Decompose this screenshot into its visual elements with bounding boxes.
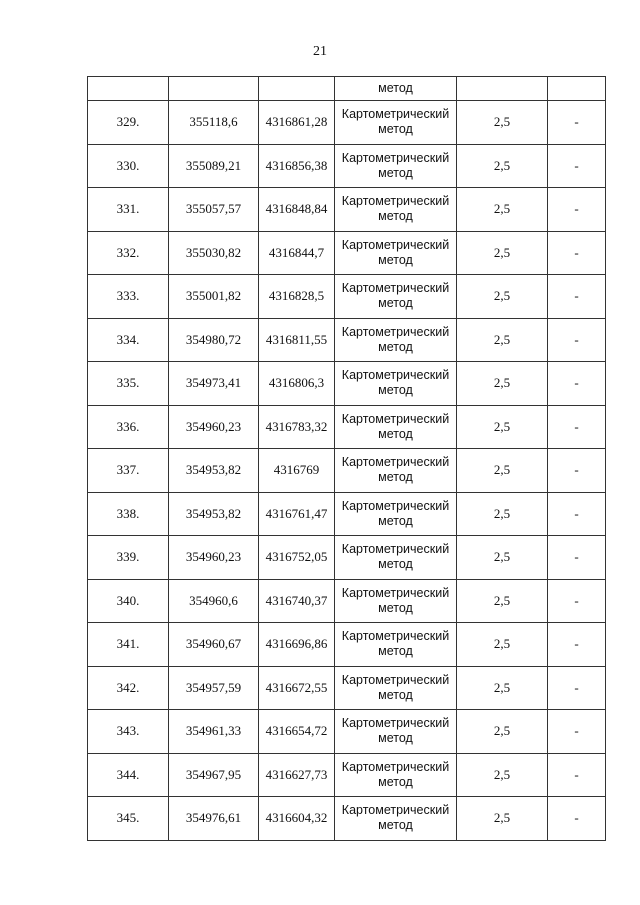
method-line-2: метод <box>378 513 413 528</box>
coord-x: 354953,82 <box>185 462 242 478</box>
method-line-2: метод <box>378 470 413 485</box>
cell-error <box>457 231 548 275</box>
cell-note <box>548 77 606 101</box>
cell-error <box>457 666 548 710</box>
coord-y: 4316861,28 <box>265 114 328 130</box>
coord-x: 354973,41 <box>185 375 242 391</box>
coord-x: 354980,72 <box>185 331 242 347</box>
cell-y <box>259 753 335 797</box>
cell-note <box>548 536 606 580</box>
method-line-1: Картометрический <box>341 716 450 731</box>
coord-x: 355118,6 <box>189 114 238 130</box>
table-row <box>88 362 606 406</box>
method-line-1: Картометрический <box>341 542 450 557</box>
cell-method <box>335 144 457 188</box>
cell-error <box>457 623 548 667</box>
note-value: - <box>574 288 579 304</box>
cell-y <box>259 797 335 841</box>
cell-x <box>169 536 259 580</box>
note-value: - <box>574 810 579 826</box>
coord-y: 4316844,7 <box>268 244 325 260</box>
point-number: 342. <box>116 679 140 695</box>
method-line-1: Картометрический <box>341 194 450 209</box>
method-line-2: метод <box>378 557 413 572</box>
cell-y <box>259 101 335 145</box>
cell-note <box>548 231 606 275</box>
coord-y: 4316627,73 <box>265 766 328 782</box>
table-row <box>88 579 606 623</box>
cell-y <box>259 623 335 667</box>
coord-y: 4316811,55 <box>265 331 328 347</box>
method-line-2: метод <box>378 644 413 659</box>
cell-y <box>259 579 335 623</box>
cell-error <box>457 405 548 449</box>
accuracy-value: 2,5 <box>493 201 511 217</box>
cell-error <box>457 362 548 406</box>
point-number: 343. <box>116 723 140 739</box>
cell-y <box>259 144 335 188</box>
cell-y <box>259 710 335 754</box>
cell-x <box>169 188 259 232</box>
coord-y: 4316806,3 <box>268 375 325 391</box>
cell-x <box>169 579 259 623</box>
table-row <box>88 405 606 449</box>
cell-x <box>169 144 259 188</box>
point-number: 344. <box>116 766 140 782</box>
coordinates-table <box>87 76 606 841</box>
cell-number <box>88 188 169 232</box>
cell-note <box>548 623 606 667</box>
cell-method <box>335 579 457 623</box>
table-row <box>88 753 606 797</box>
method-line-1: Картометрический <box>341 759 450 774</box>
point-number: 337. <box>116 462 140 478</box>
table-row <box>88 710 606 754</box>
page-number: 21 <box>313 44 327 59</box>
cell-number <box>88 362 169 406</box>
coord-y: 4316761,47 <box>265 505 328 521</box>
coord-y: 4316769 <box>273 462 320 478</box>
table-row <box>88 449 606 493</box>
note-value: - <box>574 679 579 695</box>
accuracy-value: 2,5 <box>493 375 511 391</box>
note-value: - <box>574 331 579 347</box>
cell-error <box>457 77 548 101</box>
cell-x <box>169 275 259 319</box>
method-line-2: метод <box>378 296 413 311</box>
cell-error <box>457 710 548 754</box>
cell-method <box>335 188 457 232</box>
method-line-2: метод <box>378 731 413 746</box>
cell-number <box>88 623 169 667</box>
table-row <box>88 623 606 667</box>
cell-method <box>335 623 457 667</box>
coord-x: 354960,23 <box>185 418 242 434</box>
coord-y: 4316654,72 <box>265 723 328 739</box>
point-number: 338. <box>116 505 140 521</box>
method-line-1: Картометрический <box>341 411 450 426</box>
point-number: 331. <box>116 201 140 217</box>
cell-x <box>169 77 259 101</box>
cell-y <box>259 318 335 362</box>
accuracy-value: 2,5 <box>493 157 511 173</box>
accuracy-value: 2,5 <box>493 723 511 739</box>
cell-y <box>259 449 335 493</box>
cell-number <box>88 144 169 188</box>
method-line-1: Картометрический <box>341 585 450 600</box>
table-row <box>88 188 606 232</box>
method-line-2: метод <box>378 209 413 224</box>
accuracy-value: 2,5 <box>493 549 511 565</box>
accuracy-value: 2,5 <box>493 810 511 826</box>
note-value: - <box>574 114 579 130</box>
method-line-2: метод <box>378 687 413 702</box>
coord-x: 354960,23 <box>185 549 242 565</box>
cell-method <box>335 492 457 536</box>
coord-y: 4316856,38 <box>265 157 328 173</box>
cell-y <box>259 536 335 580</box>
cell-error <box>457 536 548 580</box>
accuracy-value: 2,5 <box>493 505 511 521</box>
cell-note <box>548 362 606 406</box>
cell-note <box>548 275 606 319</box>
method-line-2: метод <box>378 383 413 398</box>
note-value: - <box>574 766 579 782</box>
accuracy-value: 2,5 <box>493 244 511 260</box>
cell-note <box>548 188 606 232</box>
cell-method: метод <box>335 77 457 101</box>
point-number: 341. <box>116 636 140 652</box>
cell-error <box>457 797 548 841</box>
cell-method <box>335 710 457 754</box>
cell-x <box>169 101 259 145</box>
cell-y <box>259 77 335 101</box>
accuracy-value: 2,5 <box>493 592 511 608</box>
cell-number <box>88 710 169 754</box>
table-row <box>88 101 606 145</box>
cell-y <box>259 666 335 710</box>
note-value: - <box>574 375 579 391</box>
cell-number <box>88 579 169 623</box>
cell-method <box>335 449 457 493</box>
coord-y: 4316752,05 <box>265 549 328 565</box>
note-value: - <box>574 157 579 173</box>
cell-error <box>457 101 548 145</box>
method-line-2: метод <box>378 600 413 615</box>
point-number: 340. <box>116 592 140 608</box>
cell-error <box>457 579 548 623</box>
cell-note <box>548 492 606 536</box>
coord-y: 4316672,55 <box>265 679 328 695</box>
coord-x: 355057,57 <box>185 201 242 217</box>
cell-error <box>457 449 548 493</box>
method-line-1: Картометрический <box>341 150 450 165</box>
cell-number <box>88 492 169 536</box>
cell-note <box>548 318 606 362</box>
cell-x <box>169 449 259 493</box>
table-row <box>88 536 606 580</box>
method-line-1: Картометрический <box>341 324 450 339</box>
cell-error <box>457 188 548 232</box>
accuracy-value: 2,5 <box>493 331 511 347</box>
method-line-1: Картометрический <box>341 629 450 644</box>
method-line-1: Картометрический <box>341 498 450 513</box>
method-line-1: Картометрический <box>341 368 450 383</box>
point-number: 333. <box>116 288 140 304</box>
method-line-2: метод <box>378 818 413 833</box>
method-line-1: Картометрический <box>341 281 450 296</box>
cell-x <box>169 318 259 362</box>
point-number: 329. <box>116 114 140 130</box>
cell-x <box>169 405 259 449</box>
cell-x <box>169 666 259 710</box>
cell-method <box>335 666 457 710</box>
note-value: - <box>574 636 579 652</box>
cell-x <box>169 753 259 797</box>
cell-method <box>335 405 457 449</box>
coord-x: 355030,82 <box>185 244 242 260</box>
method-line-2: метод <box>378 426 413 441</box>
cell-y <box>259 492 335 536</box>
cell-method <box>335 275 457 319</box>
method-line-2: метод <box>378 165 413 180</box>
point-number: 335. <box>116 375 140 391</box>
cell-note <box>548 579 606 623</box>
table-body <box>88 77 606 841</box>
cell-y <box>259 362 335 406</box>
coord-y: 4316828,5 <box>268 288 325 304</box>
cell-error <box>457 144 548 188</box>
cell-note <box>548 666 606 710</box>
note-value: - <box>574 505 579 521</box>
note-value: - <box>574 592 579 608</box>
cell-x <box>169 362 259 406</box>
method-line-1: Картометрический <box>341 672 450 687</box>
cell-y <box>259 188 335 232</box>
cell-note <box>548 449 606 493</box>
cell-number <box>88 753 169 797</box>
accuracy-value: 2,5 <box>493 462 511 478</box>
table-row <box>88 666 606 710</box>
coord-y: 4316604,32 <box>265 810 328 826</box>
coord-x: 354960,67 <box>185 636 242 652</box>
cell-x <box>169 623 259 667</box>
cell-number <box>88 536 169 580</box>
cell-note <box>548 753 606 797</box>
cell-error <box>457 753 548 797</box>
method-line-1: Картометрический <box>341 455 450 470</box>
method-line-2: метод <box>378 774 413 789</box>
cell-number <box>88 449 169 493</box>
accuracy-value: 2,5 <box>493 418 511 434</box>
cell-note <box>548 797 606 841</box>
table-row <box>88 797 606 841</box>
point-number: 334. <box>116 331 140 347</box>
cell-number <box>88 797 169 841</box>
accuracy-value: 2,5 <box>493 114 511 130</box>
note-value: - <box>574 462 579 478</box>
coord-x: 354961,33 <box>185 723 242 739</box>
note-value: - <box>574 244 579 260</box>
cell-note <box>548 101 606 145</box>
continuation-row <box>88 77 606 101</box>
cell-error <box>457 318 548 362</box>
note-value: - <box>574 723 579 739</box>
cell-method <box>335 362 457 406</box>
cell-note <box>548 405 606 449</box>
cell-x <box>169 231 259 275</box>
method-line-1: Картометрический <box>341 237 450 252</box>
accuracy-value: 2,5 <box>493 679 511 695</box>
cell-method <box>335 231 457 275</box>
point-number: 332. <box>116 244 140 260</box>
cell-note <box>548 144 606 188</box>
coord-x: 354960,6 <box>189 592 238 608</box>
cell-y <box>259 405 335 449</box>
cell-number <box>88 318 169 362</box>
cell-number <box>88 405 169 449</box>
cell-x <box>169 710 259 754</box>
note-value: - <box>574 418 579 434</box>
method-line-2: метод <box>378 339 413 354</box>
table-row <box>88 318 606 362</box>
cell-note <box>548 710 606 754</box>
note-value: - <box>574 549 579 565</box>
method-line-2: метод <box>378 252 413 267</box>
coord-y: 4316783,32 <box>265 418 328 434</box>
coord-x: 355089,21 <box>185 157 242 173</box>
coord-x: 354957,59 <box>185 679 242 695</box>
cell-y <box>259 231 335 275</box>
method-line-1: Картометрический <box>341 803 450 818</box>
coord-x: 354967,95 <box>185 766 242 782</box>
accuracy-value: 2,5 <box>493 288 511 304</box>
cell-error <box>457 275 548 319</box>
cell-error <box>457 492 548 536</box>
coord-x: 355001,82 <box>185 288 242 304</box>
table-row <box>88 492 606 536</box>
cell-number <box>88 666 169 710</box>
cell-number <box>88 231 169 275</box>
coord-y: 4316696,86 <box>265 636 328 652</box>
coord-y: 4316740,37 <box>265 592 328 608</box>
accuracy-value: 2,5 <box>493 766 511 782</box>
method-line-1: Картометрический <box>341 107 450 122</box>
cell-x <box>169 492 259 536</box>
cell-number <box>88 101 169 145</box>
cell-method <box>335 318 457 362</box>
cell-y <box>259 275 335 319</box>
cell-method <box>335 536 457 580</box>
point-number: 345. <box>116 810 140 826</box>
table-row <box>88 144 606 188</box>
table-row <box>88 231 606 275</box>
method-line-2: метод <box>378 122 413 137</box>
cell-number <box>88 77 169 101</box>
point-number: 336. <box>116 418 140 434</box>
cell-method <box>335 753 457 797</box>
cell-method <box>335 797 457 841</box>
table-row <box>88 275 606 319</box>
cell-x <box>169 797 259 841</box>
coord-x: 354953,82 <box>185 505 242 521</box>
coord-y: 4316848,84 <box>265 201 328 217</box>
cell-method <box>335 101 457 145</box>
coord-x: 354976,61 <box>185 810 242 826</box>
note-value: - <box>574 201 579 217</box>
point-number: 330. <box>116 157 140 173</box>
point-number: 339. <box>116 549 140 565</box>
accuracy-value: 2,5 <box>493 636 511 652</box>
cell-number <box>88 275 169 319</box>
